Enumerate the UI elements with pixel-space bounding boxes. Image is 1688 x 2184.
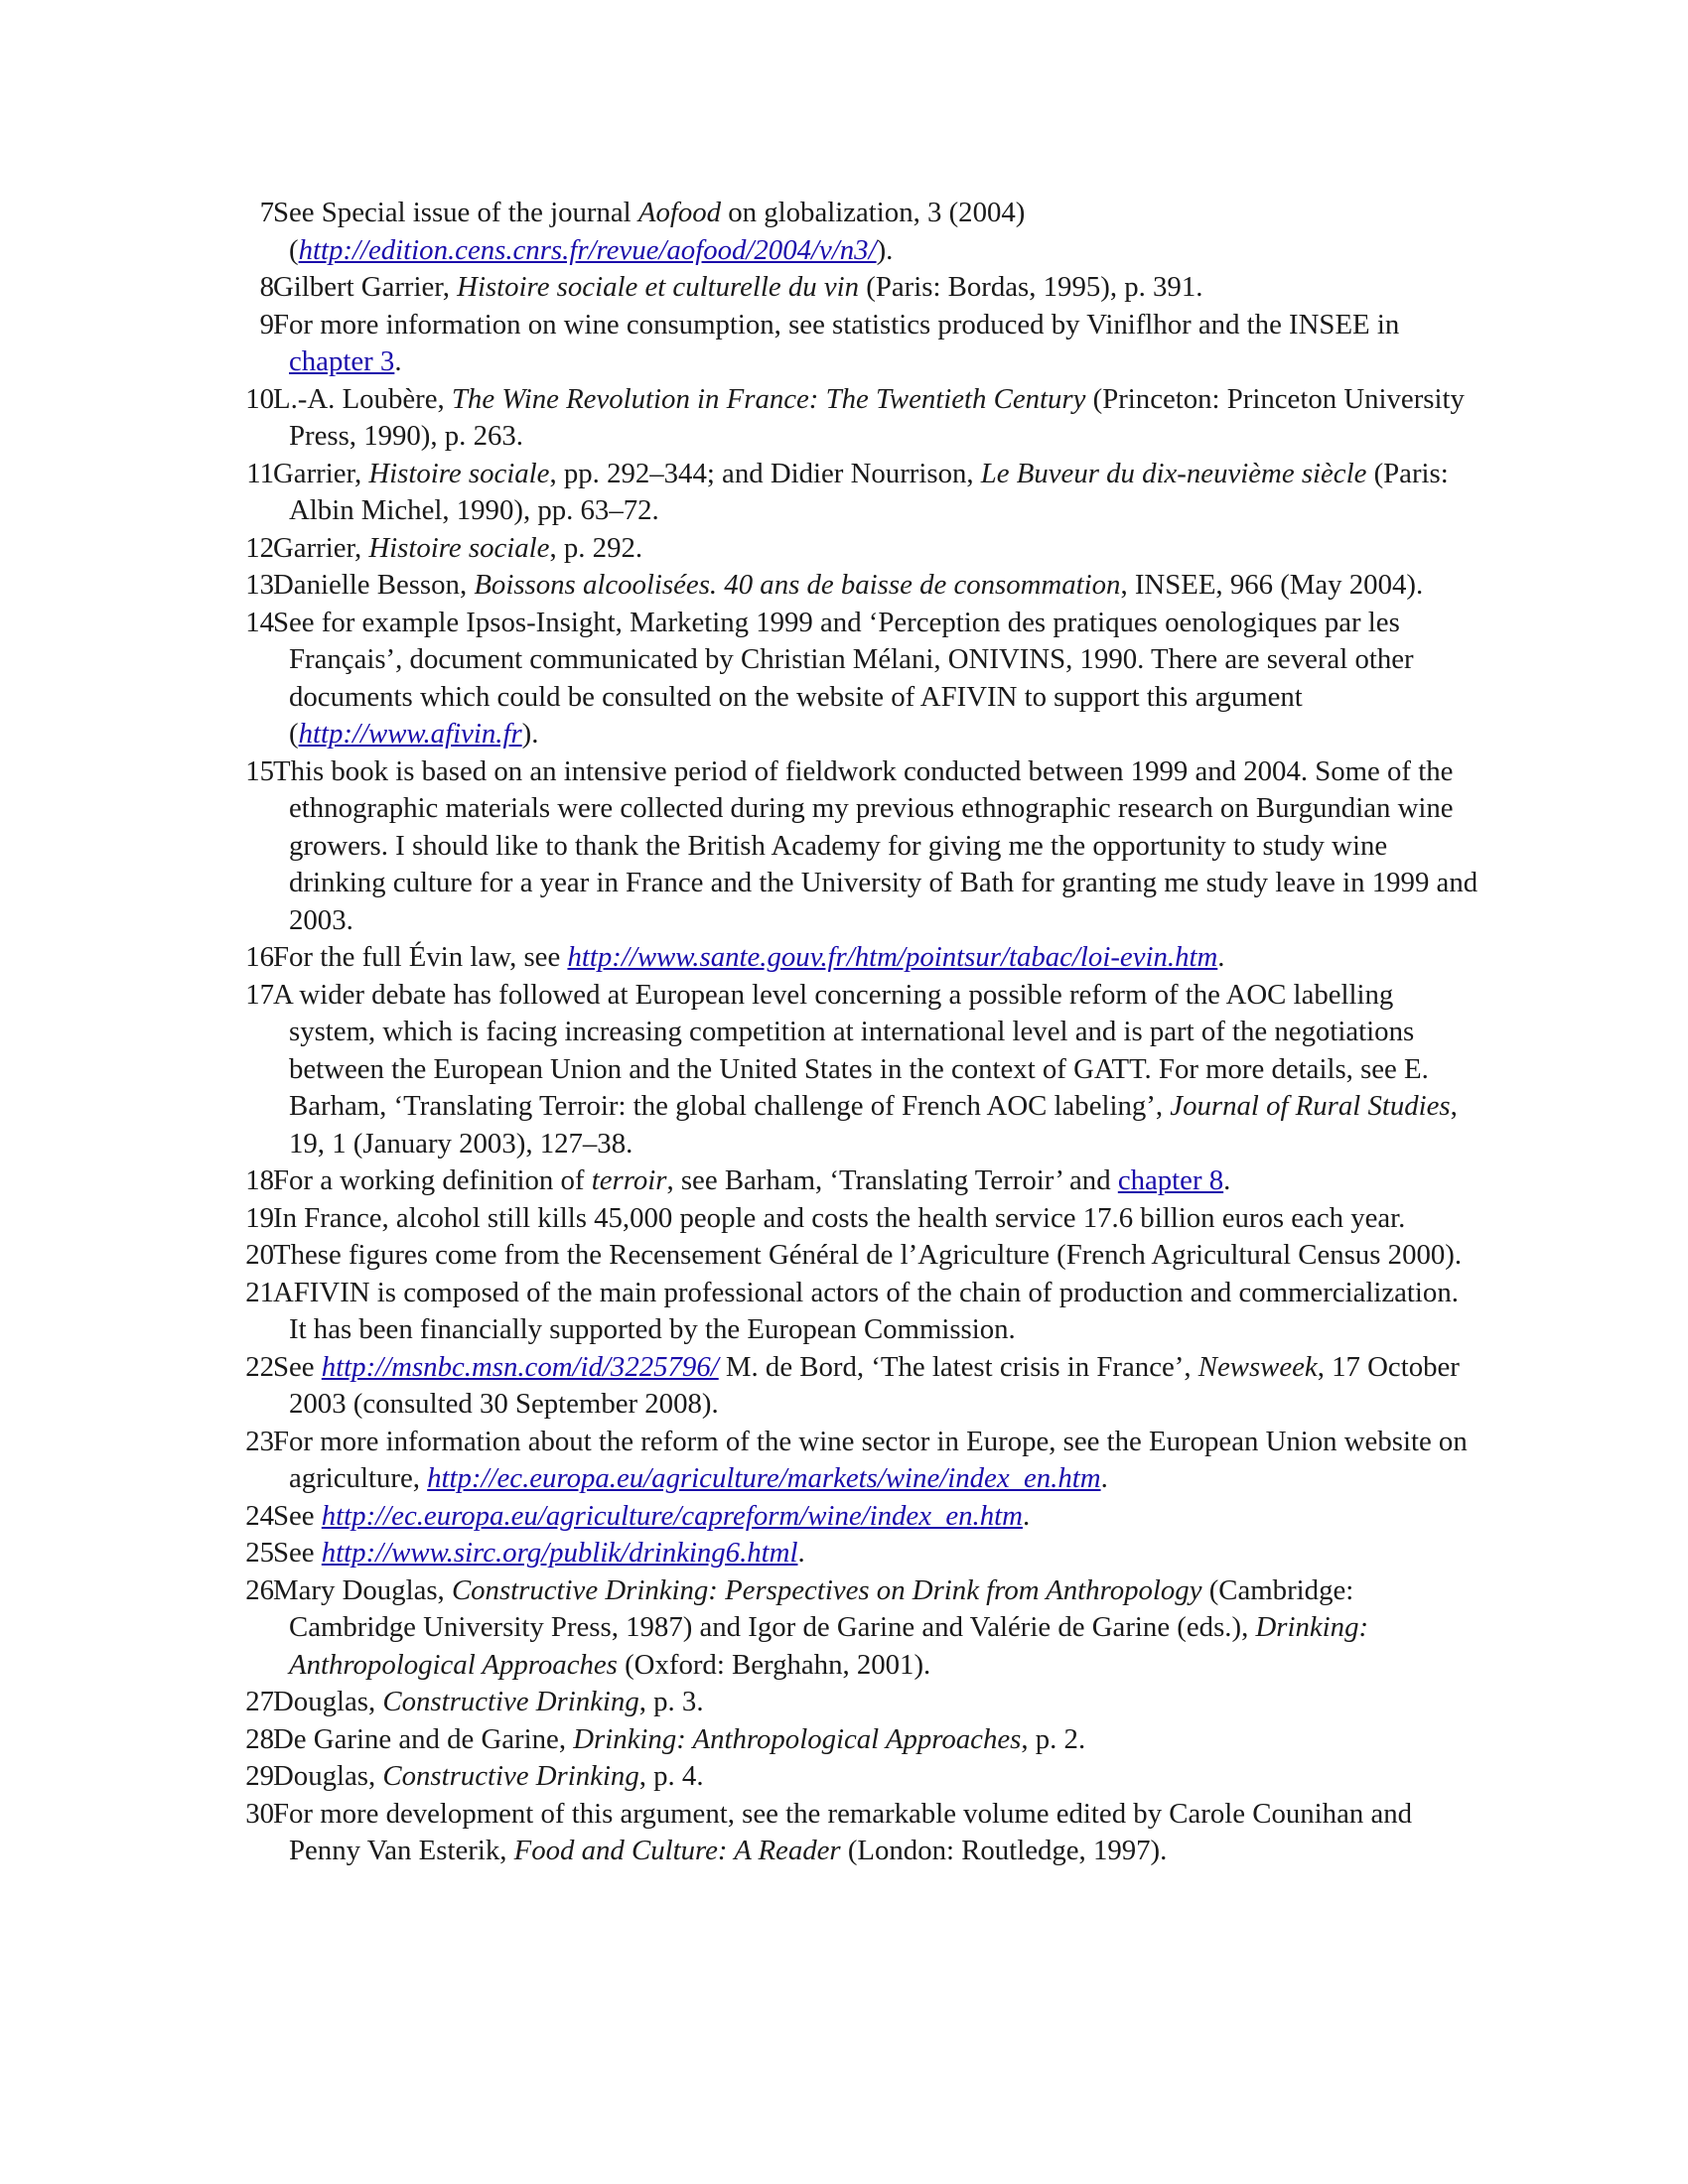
endnote-text-run: Mary Douglas, — [273, 1573, 452, 1606]
endnote-number: 25 — [245, 1537, 274, 1569]
endnote-text-run: These figures come from the Recensement Général de l’Agriculture (French Agricultural Census 2000). — [273, 1239, 1463, 1271]
endnote-text-run: (Paris: Bordas, 1995), p. 391. — [859, 271, 1203, 303]
endnotes-list — [0, 195, 1688, 1870]
italic-title: Boissons alcoolisées. 40 ans de baisse de consommation — [474, 569, 1121, 601]
endnote-number: 17 — [245, 978, 274, 1011]
endnote-number: 15 — [245, 754, 274, 787]
endnote-text-run: See — [273, 1350, 322, 1383]
endnote-link[interactable]: http://edition.cens.cnrs.fr/revue/aofood/2004/v/n3/ — [298, 233, 877, 266]
endnote-text — [273, 307, 1479, 381]
endnote-text-run: Douglas, — [273, 1686, 383, 1717]
endnote-text — [273, 1275, 1479, 1349]
endnote — [0, 1721, 1688, 1759]
endnote-text-run: (London: Routledge, 1997). — [840, 1835, 1168, 1866]
endnote — [0, 1237, 1688, 1275]
endnote — [0, 605, 1688, 753]
italic-title: Histoire sociale — [368, 531, 550, 564]
endnote-text-run: For the full Évin law, see — [273, 941, 568, 973]
endnote-text — [273, 1535, 1479, 1572]
endnote-text — [273, 1200, 1479, 1238]
endnote-number: 28 — [245, 1722, 274, 1755]
endnote — [0, 1498, 1688, 1536]
endnote — [0, 269, 1688, 307]
endnote-text-run: De Garine and de Garine, — [273, 1722, 574, 1755]
endnote-text-run: , p. 2. — [1021, 1722, 1086, 1755]
italic-title: Histoire sociale — [368, 457, 550, 489]
endnote-text — [273, 195, 1479, 269]
endnote-link[interactable]: http://www.sirc.org/publik/drinking6.html — [321, 1537, 798, 1569]
endnote-number: 19 — [245, 1201, 274, 1234]
endnote-text — [273, 977, 1479, 1163]
endnote-text-run: Danielle Besson, — [273, 569, 475, 601]
endnote-text-run: . — [394, 345, 402, 377]
endnote — [0, 195, 1688, 269]
endnote-text-run: See for example Ipsos-Insight, Marketing 1999 and ‘Perception des pratiques oenologiques par les Français’, document communicated by Christian Mélani, ONIVINS, 1990. There are several other documents which could be consulted on the website of AFIVIN to support this argument ( — [273, 606, 1414, 750]
italic-title: Le Buveur du dix-neuvième siècle — [980, 457, 1367, 489]
endnote-text-run: For more information on wine consumption, see statistics produced by Viniflhor and the INSEE in — [273, 308, 1400, 341]
endnote-number: 20 — [245, 1239, 274, 1271]
endnote-link[interactable]: http://msnbc.msn.com/id/3225796/ — [321, 1350, 719, 1383]
endnote-number: 7 — [259, 197, 274, 228]
endnote — [0, 1275, 1688, 1349]
endnote-text-run: . — [1022, 1499, 1031, 1532]
endnote-number: 12 — [245, 531, 274, 564]
italic-title: Drinking: Anthropological Approaches — [289, 1611, 1369, 1681]
endnote — [0, 1162, 1688, 1200]
endnote — [0, 567, 1688, 605]
italic-title: Constructive Drinking: Perspectives on Drink from Anthropology — [451, 1573, 1202, 1606]
endnote-text — [273, 269, 1479, 307]
endnote-number: 11 — [246, 457, 274, 489]
endnote-text-run: , 17 October 2003 (consulted 30 September 2008). — [289, 1350, 1460, 1420]
endnote — [0, 530, 1688, 568]
endnote-text-run: , see Barham, ‘Translating Terroir’ and — [666, 1164, 1118, 1196]
endnote-text-run: Garrier, — [273, 457, 369, 489]
endnote-link[interactable]: http://www.afivin.fr — [298, 718, 522, 750]
endnote-number: 29 — [245, 1760, 274, 1792]
endnote-text-run: ). — [876, 233, 894, 266]
endnote-text-run: , p. 3. — [638, 1686, 704, 1717]
endnote — [0, 456, 1688, 530]
endnote-text-run: A wider debate has followed at European level concerning a possible reform of the AOC labelling system, which is facing increasing competition at international level and is part of the negotiations between the European Union and the United States in the context of GATT. For more details, see E. Barham, ‘Translating Terroir: the global challenge of French AOC labeling’, — [273, 978, 1429, 1122]
endnote-text — [273, 1796, 1479, 1870]
endnote-text-run: . — [1223, 1164, 1231, 1196]
endnote-text-run: For more development of this argument, see the remarkable volume edited by Carole Counihan and Penny Van Esterik, — [273, 1797, 1413, 1866]
endnote-number: 23 — [245, 1425, 274, 1457]
endnote — [0, 381, 1688, 456]
endnote-text-run: (Paris: Albin Michel, 1990), pp. 63–72. — [289, 457, 1449, 526]
endnote-text — [273, 939, 1479, 977]
endnote-text-run: See — [273, 1499, 322, 1532]
endnote-text — [273, 1237, 1479, 1275]
endnote-text — [273, 1424, 1479, 1498]
endnote-number: 21 — [245, 1276, 274, 1308]
endnote-number: 10 — [245, 382, 274, 415]
endnote-text-run: For more information about the reform of the wine sector in Europe, see the European Union website on agriculture, — [273, 1425, 1468, 1494]
endnote — [0, 1424, 1688, 1498]
endnote-text-run: . — [1100, 1462, 1108, 1494]
endnote-number: 24 — [245, 1499, 274, 1532]
endnote-text-run: For a working definition of — [273, 1164, 592, 1196]
endnote — [0, 1758, 1688, 1796]
endnote — [0, 939, 1688, 977]
endnote-text — [273, 530, 1479, 568]
endnote-text — [273, 1162, 1479, 1200]
endnote-text-run: M. de Bord, ‘The latest crisis in France’, — [718, 1350, 1198, 1383]
endnote-text — [273, 1758, 1479, 1796]
endnote-text-run: This book is based on an intensive period of fieldwork conducted between 1999 and 2004. Some of the ethnographic materials were collected during my previous ethnographic research on Burgundian wine growers. I should like to thank the British Academy for giving me the opportunity to study wine drinking culture for a year in France and the University of Bath for granting me study leave in 1999 and 2003. — [273, 754, 1478, 936]
endnote — [0, 753, 1688, 940]
endnote — [0, 1535, 1688, 1572]
endnote-number: 13 — [245, 569, 274, 601]
endnote-text-run: , p. 4. — [638, 1760, 704, 1792]
endnote-text — [273, 567, 1479, 605]
italic-title: The Wine Revolution in France: The Twentieth Century — [451, 382, 1086, 415]
endnote-number: 22 — [245, 1350, 274, 1383]
endnote-number: 14 — [245, 606, 274, 638]
endnote-text-run: . — [1217, 941, 1225, 973]
italic-title: Histoire sociale et culturelle du vin — [457, 271, 860, 303]
endnote-number: 18 — [245, 1164, 274, 1196]
endnote-text — [273, 753, 1479, 940]
endnote-text-run: ). — [521, 718, 539, 750]
endnote-text-run: . — [797, 1537, 805, 1569]
endnote-text-run: , pp. 292–344; and Didier Nourrison, — [549, 457, 981, 489]
endnote-text — [273, 605, 1479, 753]
italic-title: terroir — [591, 1164, 667, 1196]
italic-title: Newsweek — [1197, 1350, 1318, 1383]
endnote-number: 16 — [245, 941, 274, 973]
endnote — [0, 1572, 1688, 1685]
endnote — [0, 1796, 1688, 1870]
endnote-text — [273, 1349, 1479, 1424]
endnote-text — [273, 1498, 1479, 1536]
endnote-text — [273, 1721, 1479, 1759]
endnote-text-run: , p. 292. — [549, 531, 643, 564]
endnote-text-run: Douglas, — [273, 1760, 383, 1792]
italic-title: Journal of Rural Studies — [1170, 1090, 1451, 1122]
italic-title: Drinking: Anthropological Approaches — [573, 1722, 1022, 1755]
endnote-text-run: (Princeton: Princeton University Press, 1990), p. 263. — [289, 382, 1465, 452]
endnote-text-run: L.-A. Loubère, — [273, 382, 452, 415]
endnote-link[interactable]: http://ec.europa.eu/agriculture/capreform/wine/index_en.htm — [321, 1499, 1023, 1532]
italic-title: Constructive Drinking — [382, 1760, 639, 1792]
endnote-text-run: See Special issue of the journal — [273, 197, 638, 228]
endnote-text-run: AFIVIN is composed of the main professional actors of the chain of production and commercialization. It has been financially supported by the European Commission. — [273, 1276, 1459, 1345]
endnote-text — [273, 1572, 1479, 1685]
italic-title: Constructive Drinking — [382, 1686, 639, 1717]
endnote-link[interactable]: http://ec.europa.eu/agriculture/markets/wine/index_en.htm — [427, 1462, 1101, 1494]
endnote — [0, 1349, 1688, 1424]
endnote-text — [273, 381, 1479, 456]
italic-title: Aofood — [637, 197, 722, 228]
endnote — [0, 307, 1688, 381]
endnote-number: 9 — [259, 308, 274, 341]
endnote-text-run: , 19, 1 (January 2003), 127–38. — [289, 1090, 1458, 1160]
endnote-link[interactable]: chapter 3 — [289, 345, 395, 377]
endnote-number: 26 — [245, 1573, 274, 1606]
endnote-link[interactable]: chapter 8 — [1117, 1164, 1224, 1196]
endnote — [0, 1684, 1688, 1721]
endnote-text-run: See — [273, 1537, 322, 1569]
italic-title: Food and Culture: A Reader — [513, 1835, 841, 1866]
endnote-text-run: (Cambridge: Cambridge University Press, 1987) and Igor de Garine and Valérie de Garine (eds.), — [289, 1573, 1354, 1643]
endnote-link[interactable]: http://www.sante.gouv.fr/htm/pointsur/tabac/loi-evin.htm — [567, 941, 1218, 973]
endnote — [0, 1200, 1688, 1238]
endnote-text-run: In France, alcohol still kills 45,000 people and costs the health service 17.6 billion euros each year. — [273, 1201, 1406, 1234]
endnote-text — [273, 1684, 1479, 1721]
endnote-number: 27 — [245, 1686, 274, 1717]
endnote-text-run: Garrier, — [273, 531, 369, 564]
endnote-number: 30 — [245, 1797, 274, 1830]
endnote-text-run: on globalization, 3 (2004) ( — [289, 197, 1026, 266]
endnote — [0, 977, 1688, 1163]
endnote-number: 8 — [259, 271, 274, 303]
endnote-text-run: , INSEE, 966 (May 2004). — [1120, 569, 1424, 601]
endnote-text — [273, 456, 1479, 530]
endnote-text-run: Gilbert Garrier, — [273, 271, 458, 303]
endnote-text-run: (Oxford: Berghahn, 2001). — [617, 1648, 931, 1681]
